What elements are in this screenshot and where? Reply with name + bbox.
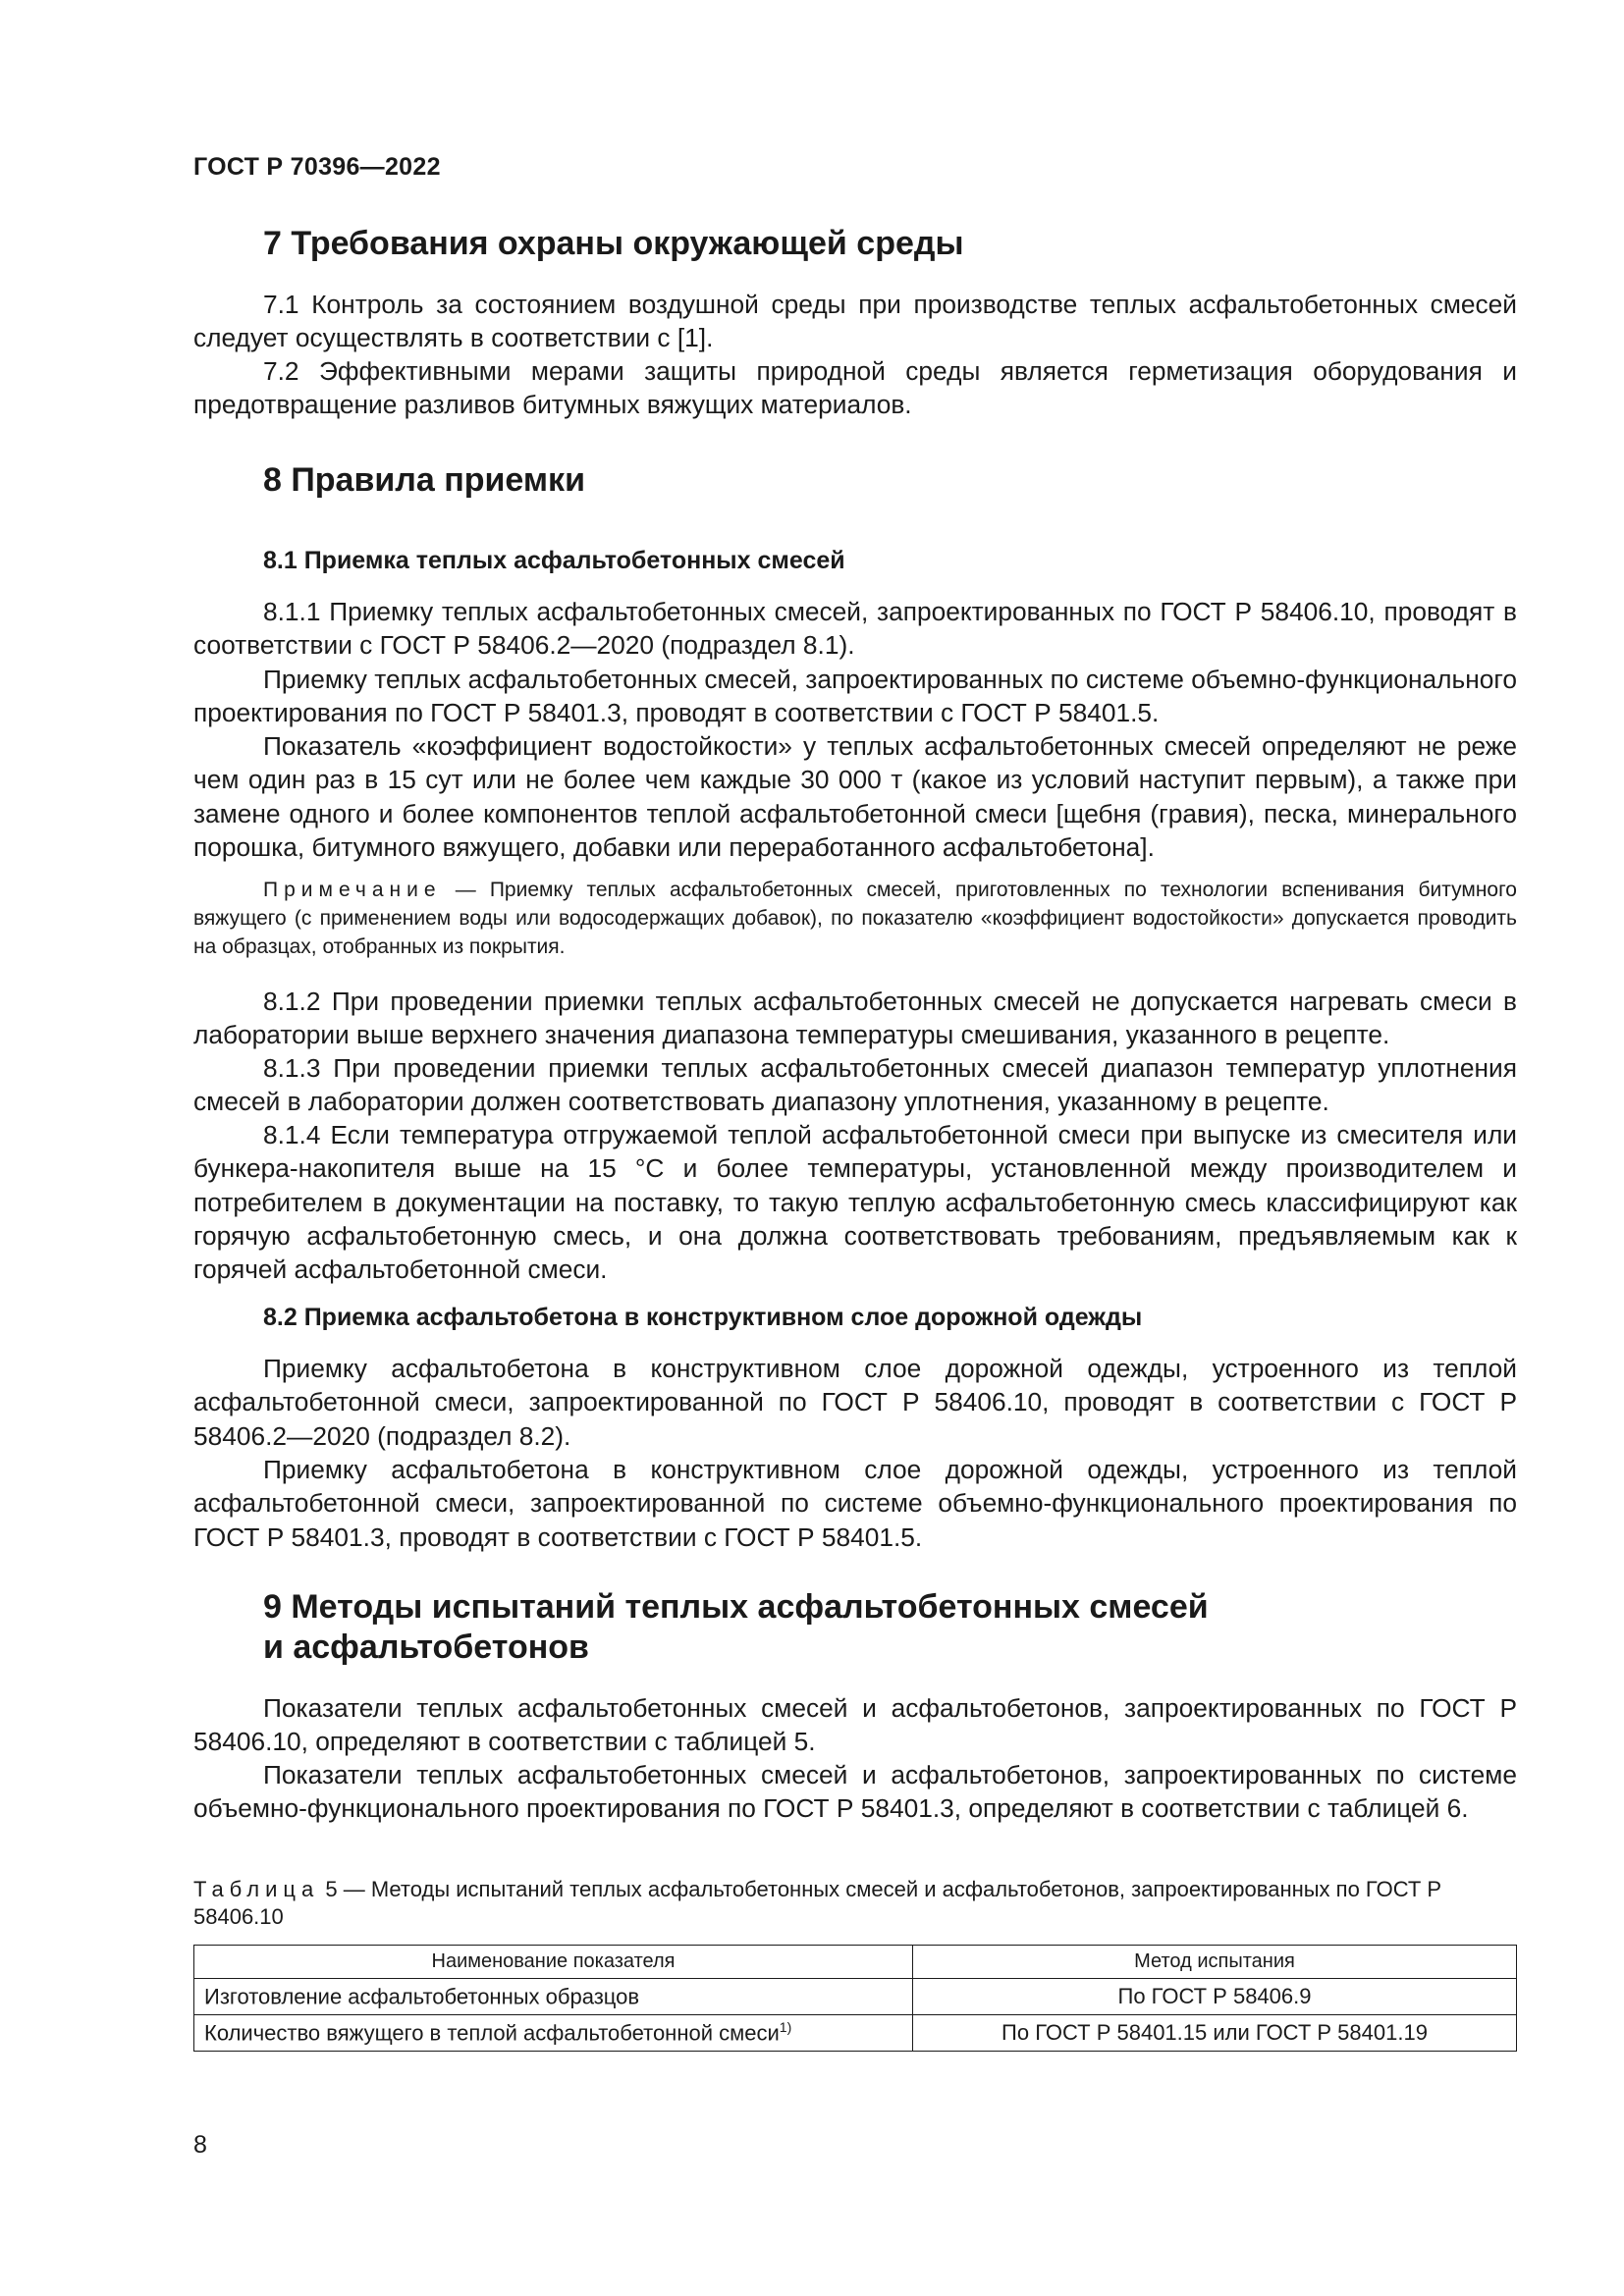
table-row [194, 2015, 1517, 2052]
document-code: ГОСТ Р 70396—2022 [193, 153, 441, 181]
section-9-title [263, 1587, 1209, 1668]
paragraph-8-1-1-c: Показатель «коэффициент водостойкости» у теплых асфальтобетонных смесей определяют не реже чем один раз в 15 сут или не более чем каждые 30 000 т (какое из условий наступит первым), а также при замене одного и более компонентов теплой асфальтобетонной смеси [щебня (гравия), песка, минерального порошка, битумного вяжущего, добавки или переработанного асфальтобетона]. [193, 731, 1517, 862]
paragraph-8-1-1-b: Приемку теплых асфальтобетонных смесей, запроектированных по системе объемно-функционального проектирования по ГОСТ Р 58401.3, проводят в соответствии с ГОСТ Р 58401.5. [193, 665, 1517, 728]
table-row [194, 1979, 1517, 2015]
paragraph-8-2-a: Приемку асфальтобетона в конструктивном слое дорожной одежды, устроенного из теплой асфальтобетонной смеси, запроектированной по ГОСТ Р 58406.10, проводят в соответствии с ГОСТ Р 58406.2—2020 (подраздел 8.2). [193, 1354, 1517, 1451]
note-label: Примечание [263, 879, 442, 901]
table-header-row [194, 1946, 1517, 1979]
subsection-8-1-title: 8.1 Приемка теплых асфальтобетонных смесей [263, 547, 845, 574]
table-5-caption [193, 1876, 1517, 1931]
table-header-name: Наименование показателя [194, 1946, 913, 1979]
table-caption-text: 5 — Методы испытаний теплых асфальтобетонных смесей и асфальтобетонов, запроектированных по ГОСТ Р 58406.10 [193, 1877, 1442, 1929]
section-7-title: 7 Требования охраны окружающей среды [263, 225, 964, 262]
table-cell-method: По ГОСТ Р 58401.15 или ГОСТ Р 58401.19 [913, 2015, 1517, 2052]
section-9-title-line2: и асфальтобетонов [263, 1629, 589, 1666]
subsection-8-2-title: 8.2 Приемка асфальтобетона в конструктивном слое дорожной одежды [263, 1304, 1143, 1331]
table-header-method: Метод испытания [913, 1946, 1517, 1979]
paragraph-8-2-b: Приемку асфальтобетона в конструктивном слое дорожной одежды, устроенного из теплой асфальтобетонной смеси, запроектированной по системе объемно-функционального проектирования по ГОСТ Р 58401.3, проводят в соответствии с ГОСТ Р 58401.5. [193, 1455, 1517, 1552]
paragraph-9-b: Показатели теплых асфальтобетонных смесей и асфальтобетонов, запроектированных по системе объемно-функционального проектирования по ГОСТ Р 58401.3, определяют в соответствии с таблицей 6. [193, 1760, 1517, 1824]
section-9-title-line1: 9 Методы испытаний теплых асфальтобетонных смесей [263, 1588, 1209, 1626]
table-5 [193, 1945, 1517, 2052]
page-number: 8 [193, 2131, 207, 2159]
table-cell-name [194, 1979, 913, 2015]
table-cell-name-text: Изготовление асфальтобетонных образцов [204, 1984, 640, 2009]
footnote-mark: 1) [779, 2019, 792, 2036]
table-cell-name [194, 2015, 913, 2052]
table-cell-method: По ГОСТ Р 58406.9 [913, 1979, 1517, 2015]
paragraph-7-2: 7.2 Эффективными мерами защиты природной среды является герметизация оборудования и предотвращение разливов битумных вяжущих материалов. [193, 356, 1517, 420]
paragraph-8-1-1: 8.1.1 Приемку теплых асфальтобетонных смесей, запроектированных по ГОСТ Р 58406.10, проводят в соответствии с ГОСТ Р 58406.2—2020 (подраздел 8.1). [193, 597, 1517, 661]
paragraph-9-a: Показатели теплых асфальтобетонных смесей и асфальтобетонов, запроектированных по ГОСТ Р 58406.10, определяют в соответствии с таблицей 5. [193, 1693, 1517, 1757]
paragraph-8-1-3: 8.1.3 При проведении приемки теплых асфальтобетонных смесей диапазон температур уплотнения смесей в лаборатории должен соответствовать диапазону уплотнения, указанному в рецепте. [193, 1053, 1517, 1117]
note-text: — Приемку теплых асфальтобетонных смесей, приготовленных по технологии вспенивания битумного вяжущего (с применением воды или водосодержащих добавок), по показателю «коэффициент водостойкости» допускается проводить на образцах, отобранных из покрытия. [193, 879, 1517, 958]
paragraph-8-1-2: 8.1.2 При проведении приемки теплых асфальтобетонных смесей не допускается нагревать смеси в лаборатории выше верхнего значения диапазона температуры смешивания, указанного в рецепте. [193, 987, 1517, 1050]
note [193, 876, 1517, 961]
paragraph-7-1: 7.1 Контроль за состоянием воздушной среды при производстве теплых асфальтобетонных смесей следует осуществлять в соответствии с [1]. [193, 290, 1517, 353]
section-8-title: 8 Правила приемки [263, 461, 585, 499]
table-caption-label: Таблица [193, 1877, 320, 1901]
table-cell-name-text: Количество вяжущего в теплой асфальтобетонной смеси [204, 2020, 780, 2046]
paragraph-8-1-4: 8.1.4 Если температура отгружаемой теплой асфальтобетонной смеси при выпуске из смесителя или бункера-накопителя выше на 15 °С и более температуры, установленной между производителем и потребителем в документации на поставку, то такую теплую асфальтобетонную смесь классифицируют как горячую асфальтобетонную смесь, и она должна соответствовать требованиям, предъявляемым как к горячей асфальтобетонной смеси. [193, 1120, 1517, 1285]
